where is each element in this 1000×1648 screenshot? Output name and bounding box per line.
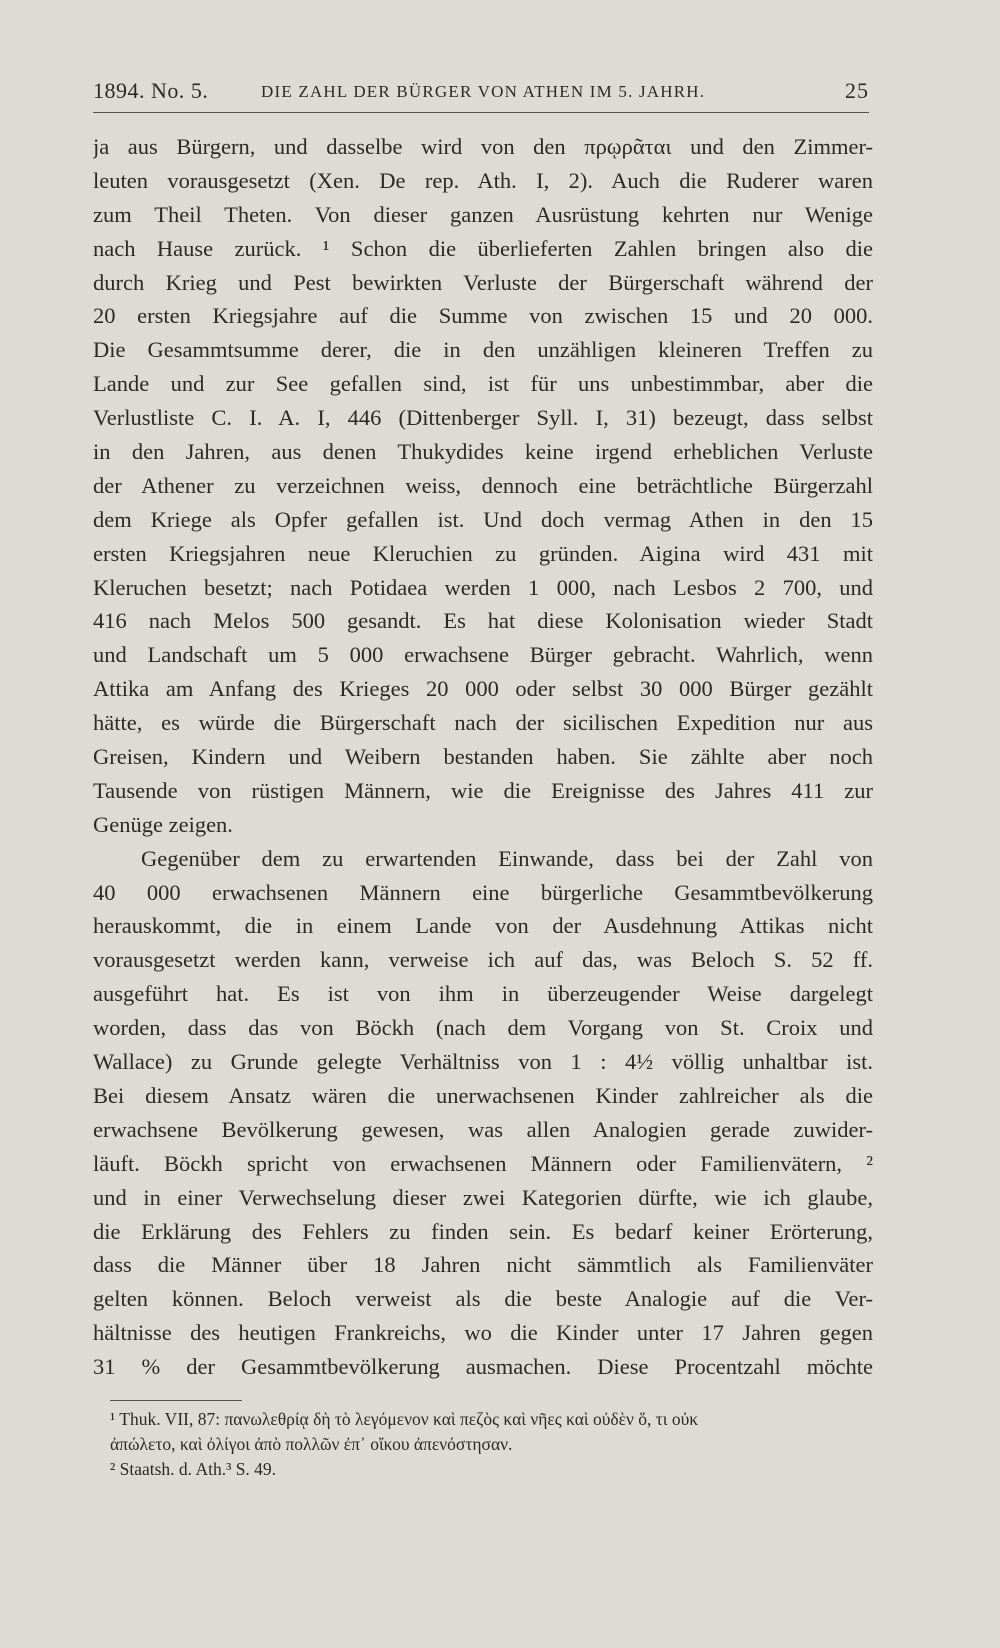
text-line: Wallace) zu Grunde gelegte Verhältniss von 1 : 4½ völlig unhaltbar ist. xyxy=(93,1049,873,1075)
running-header xyxy=(93,78,869,113)
text-line: 31 % der Gesammtbevölkerung ausmachen. Diese Procentzahl möchte xyxy=(93,1354,873,1380)
text-line: Tausende von rüstigen Männern, wie die Ereignisse des Jahres 411 zur xyxy=(93,777,873,803)
text-line: Genüge zeigen. xyxy=(93,811,233,837)
text-line: ja aus Bürgern, und dasselbe wird von den πρῳρᾶται und den Zimmer- xyxy=(93,134,873,159)
text-line: Verlustliste C. I. A. I, 446 (Dittenberger Syll. I, 31) bezeugt, dass selbst xyxy=(93,405,873,431)
text-line: erwachsene Bevölkerung gewesen, was allen Analogien gerade zuwider- xyxy=(93,1116,873,1142)
text-line: und in einer Verwechselung dieser zwei Kategorien dürfte, wie ich glaube, xyxy=(93,1184,873,1210)
text-line: und Landschaft um 5 000 erwachsene Bürger gebracht. Wahrlich, wenn xyxy=(93,642,873,668)
text-line: leuten vorausgesetzt (Xen. De rep. Ath. I, 2). Auch die Ruderer waren xyxy=(93,167,873,193)
footnote-2: ² Staatsh. d. Ath.³ S. 49. xyxy=(110,1459,277,1479)
body-text xyxy=(93,130,873,1384)
text-line: die Erklärung des Fehlers zu finden sein. Es bedarf keiner Erörterung, xyxy=(93,1218,873,1244)
footnote-divider xyxy=(110,1400,242,1401)
text-line: Die Gesammtsumme derer, die in den unzähligen kleineren Treffen zu xyxy=(93,337,873,363)
text-line: zum Theil Theten. Von dieser ganzen Ausrüstung kehrten nur Wenige xyxy=(93,201,873,227)
footnote-1: ¹ Thuk. VII, 87: πανωλεθρίᾳ δὴ τὸ λεγόμενον καὶ πεζὸς καὶ νῆες καὶ οὐδὲν ὅ, τι οὐκ xyxy=(110,1409,699,1429)
text-line: 40 000 erwachsenen Männern eine bürgerliche Gesammtbevölkerung xyxy=(93,879,873,905)
footnotes xyxy=(110,1407,885,1482)
header-title: DIE ZAHL DER BÜRGER VON ATHEN IM 5. JAHRH. xyxy=(261,82,706,101)
text-line: Kleruchen besetzt; nach Potidaea werden 1 000, nach Lesbos 2 700, und xyxy=(93,574,873,600)
text-line: Lande und zur See gefallen sind, ist für uns unbestimmbar, aber die xyxy=(93,371,873,397)
text-line: Greisen, Kindern und Weibern bestanden haben. Sie zählte aber noch xyxy=(93,744,873,770)
page-number: 25 xyxy=(845,78,869,103)
text-line: Bei diesem Ansatz wären die unerwachsenen Kinder zahlreicher als die xyxy=(93,1082,873,1108)
text-line: ersten Kriegsjahren neue Kleruchien zu gründen. Aigina wird 431 mit xyxy=(93,540,873,566)
text-line: der Athener zu verzeichnen weiss, dennoch eine beträchtliche Bürgerzahl xyxy=(93,472,873,498)
text-line: dass die Männer über 18 Jahren nicht sämmtlich als Familienväter xyxy=(93,1252,873,1278)
footnote-1-continued: ἀπώλετο, καὶ ὀλίγοι ἀπὸ πολλῶν ἐπ᾽ οἴκου ἀπενόστησαν. xyxy=(110,1434,513,1454)
header-year-issue: 1894. No. 5. xyxy=(93,78,209,103)
text-line: gelten können. Beloch verweist als die beste Analogie auf die Ver- xyxy=(93,1286,873,1312)
text-line: läuft. Böckh spricht von erwachsenen Männern oder Familienvätern, ² xyxy=(93,1150,873,1176)
text-line: 20 ersten Kriegsjahre auf die Summe von zwischen 15 und 20 000. xyxy=(93,303,873,329)
text-line: worden, dass das von Böckh (nach dem Vorgang von St. Croix und xyxy=(93,1015,873,1041)
text-line: ausgeführt hat. Es ist von ihm in überzeugender Weise dargelegt xyxy=(93,981,873,1007)
text-line: in den Jahren, aus denen Thukydides keine irgend erheblichen Verluste xyxy=(93,439,873,465)
text-line: Attika am Anfang des Krieges 20 000 oder selbst 30 000 Bürger gezählt xyxy=(93,676,873,702)
text-line: durch Krieg und Pest bewirkten Verluste der Bürgerschaft während der xyxy=(93,269,873,295)
text-line: hätte, es würde die Bürgerschaft nach der sicilischen Expedition nur aus xyxy=(93,710,873,736)
text-line: herauskommt, die in einem Lande von der Ausdehnung Attikas nicht xyxy=(93,913,873,939)
text-line: dem Kriege als Opfer gefallen ist. Und doch vermag Athen in den 15 xyxy=(93,506,873,532)
text-line: vorausgesetzt werden kann, verweise ich auf das, was Beloch S. 52 ff. xyxy=(93,947,873,973)
text-line: nach Hause zurück. ¹ Schon die überlieferten Zahlen bringen also die xyxy=(93,235,873,261)
text-line: 416 nach Melos 500 gesandt. Es hat diese Kolonisation wieder Stadt xyxy=(93,608,873,634)
paragraph-first-line: Gegenüber dem zu erwartenden Einwande, dass bei der Zahl von xyxy=(141,845,873,871)
text-line: hältnisse des heutigen Frankreichs, wo die Kinder unter 17 Jahren gegen xyxy=(93,1320,873,1346)
